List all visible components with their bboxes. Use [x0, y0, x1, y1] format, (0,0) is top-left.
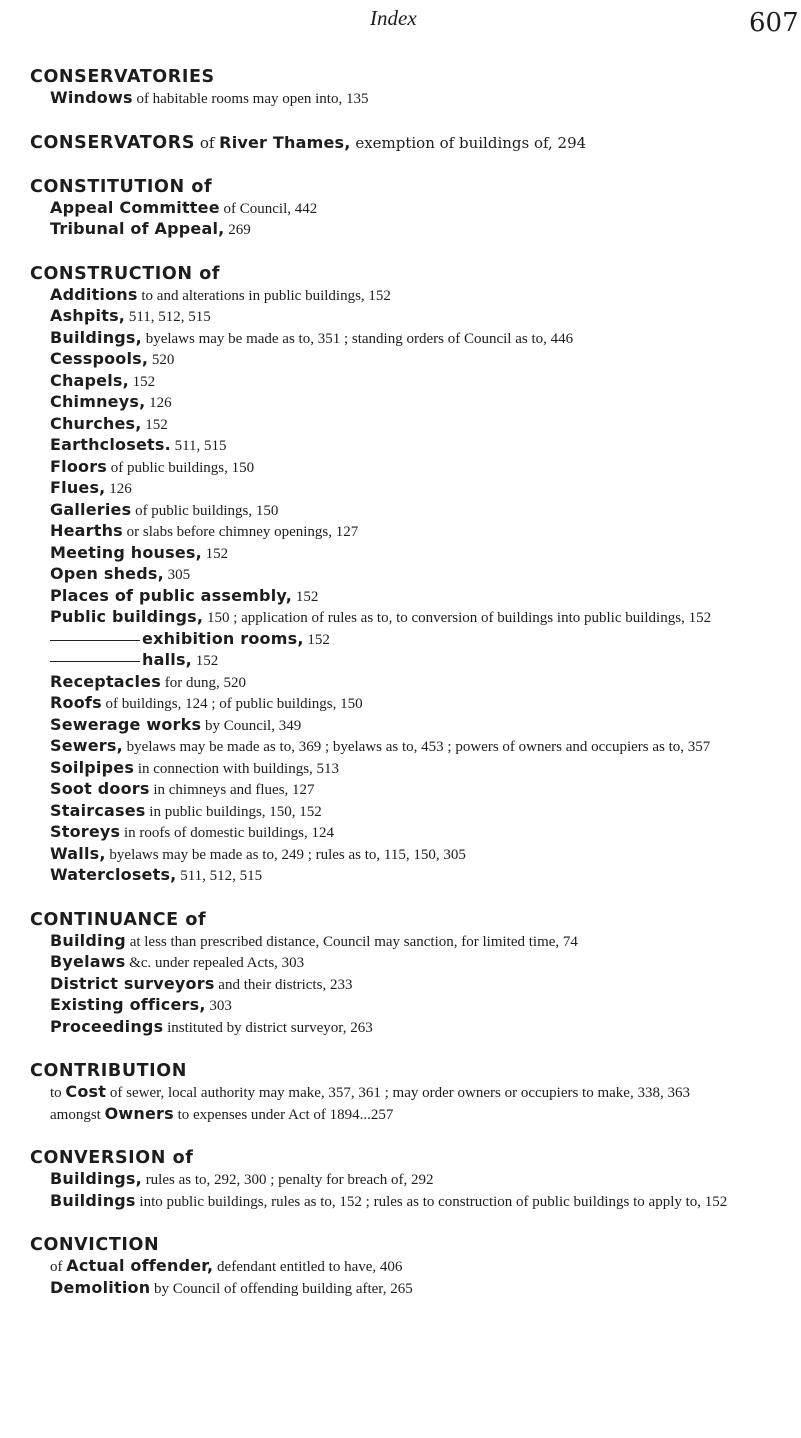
index-entry [30, 543, 780, 565]
index-entry [30, 328, 780, 350]
index-entry [30, 392, 780, 414]
ditto-dash [50, 661, 140, 662]
entry-text: instituted by district surveyor, 263 [163, 1019, 373, 1036]
section-heading [30, 1147, 780, 1169]
entry-text: byelaws may be made as to, 249 ; rules as to, 115, 150, 305 [105, 846, 466, 863]
index-entry [30, 478, 780, 500]
index-entry [30, 414, 780, 436]
index-section [30, 132, 780, 154]
heading-text: CONTINUANCE of [30, 909, 207, 930]
entry-text: 126 [145, 395, 172, 411]
index-entry [30, 952, 780, 974]
entry-term: Buildings, [50, 1169, 142, 1188]
index-section [30, 176, 780, 241]
entry-text: 520 [148, 352, 175, 368]
entry-term: halls, [142, 650, 192, 669]
entry-text: by Council of offending building after, 265 [150, 1280, 413, 1297]
index-entry [30, 607, 780, 629]
entry-text: in public buildings, 150, 152 [145, 803, 322, 820]
index-entry [30, 995, 780, 1017]
index-entry [30, 715, 780, 737]
heading-text: CONSTITUTION of [30, 176, 213, 197]
index-entry [30, 1191, 780, 1213]
index-section [30, 1060, 780, 1125]
index-section [30, 909, 780, 1039]
index-entry [30, 736, 780, 758]
entry-text: 511, 512, 515 [176, 868, 263, 884]
index-entry [30, 650, 780, 672]
entry-text: by Council, 349 [201, 717, 302, 734]
entry-term: Churches, [50, 413, 142, 433]
index-entry [30, 931, 780, 953]
heading-term: River Thames, [219, 132, 351, 152]
entry-term: Public buildings, [50, 607, 204, 626]
entry-text: 305 [163, 567, 191, 583]
section-heading [30, 263, 780, 285]
entry-text: into public buildings, rules as to, 152 ; rules as to construction of public buildings to apply to, 152 [135, 1193, 728, 1210]
entry-term: Soilpipes [50, 757, 135, 777]
entry-term: Appeal Committee [50, 197, 220, 217]
entry-text: of Council, 442 [219, 200, 318, 217]
entry-term: Soot doors [50, 779, 150, 798]
entry-term: Chapels, [50, 370, 129, 390]
index-entry [30, 371, 780, 393]
index-content [30, 66, 780, 1321]
index-entry [30, 801, 780, 823]
index-entry [30, 865, 780, 887]
entry-text: 152 [201, 545, 229, 562]
entry-text: or slabs before chimney openings, 127 [122, 524, 359, 540]
entry-text: in connection with buildings, 513 [134, 760, 340, 777]
entry-text: 152 [128, 373, 156, 390]
entry-text: at less than prescribed distance, Council may sanction, for limited time, 74 [125, 933, 578, 950]
entry-term: Receptacles [50, 671, 161, 691]
entry-term: Roofs [50, 693, 102, 712]
entry-term: Buildings [50, 1190, 136, 1210]
entry-term: Byelaws [50, 952, 126, 971]
entry-term: Waterclosets, [50, 865, 177, 884]
entry-text: 511, 512, 515 [125, 309, 211, 325]
heading-text: CONTRIBUTION [30, 1061, 188, 1081]
entry-term: Tribunal of Appeal, [50, 219, 225, 238]
index-entry [30, 564, 780, 586]
entry-text: rules as to, 292, 300 ; penalty for breach of, 292 [141, 1172, 434, 1188]
entry-term: Sewers, [50, 736, 123, 755]
entry-term: Actual offender, [66, 1256, 214, 1275]
index-entry [30, 1017, 780, 1039]
entry-term: Storeys [50, 822, 121, 841]
index-entry [30, 88, 780, 110]
entry-text: in chimneys and flues, 127 [149, 782, 315, 798]
index-entry [30, 219, 780, 241]
heading-text: CONSERVATORIES [30, 67, 215, 87]
heading-text: CONVERSION of [30, 1148, 194, 1168]
index-entry [30, 349, 780, 371]
entry-term: Existing officers, [50, 995, 206, 1014]
section-heading [30, 132, 780, 154]
entry-term: Open sheds, [50, 564, 164, 583]
heading-text: CONVICTION [30, 1235, 160, 1255]
entry-text: and their districts, 233 [214, 976, 353, 993]
index-entry [30, 457, 780, 479]
entry-term: Walls, [50, 843, 106, 863]
entry-term: Flues, [50, 478, 106, 497]
index-section [30, 66, 780, 110]
entry-text: 269 [224, 222, 251, 238]
heading-text: CONSERVATORS [30, 132, 196, 153]
entry-text: defendant entitled to have, 406 [213, 1259, 403, 1275]
entry-text: byelaws may be made as to, 351 ; standing orders of Council as to, 446 [141, 330, 574, 347]
index-entry [30, 672, 780, 694]
heading-rest: of [195, 133, 220, 152]
entry-term: exhibition rooms, [142, 628, 304, 648]
index-section [30, 1234, 780, 1299]
entry-term: Owners [104, 1103, 174, 1123]
entry-term: Places of public assembly, [50, 585, 293, 605]
index-section [30, 1147, 780, 1212]
section-heading [30, 1234, 780, 1256]
entry-term: Hearths [50, 521, 123, 540]
index-entry [30, 693, 780, 715]
entry-prefix: amongst [50, 1106, 105, 1123]
entry-term: Floors [50, 456, 108, 476]
index-entry [30, 521, 780, 543]
entry-text: 152 [292, 588, 319, 605]
entry-term: Staircases [50, 800, 146, 820]
index-entry [30, 758, 780, 780]
entry-term: Ashpits, [50, 306, 126, 325]
entry-text: &c. under repealed Acts, 303 [125, 955, 305, 971]
index-entry [30, 500, 780, 522]
index-entry [30, 1278, 780, 1300]
index-section [30, 263, 780, 887]
entry-term: Earthclosets. [50, 435, 171, 454]
ditto-dash [50, 640, 140, 641]
index-entry [30, 822, 780, 844]
entry-term: Sewerage works [50, 714, 202, 734]
entry-text: 303 [205, 998, 232, 1014]
index-entry [30, 1256, 780, 1278]
entry-text: byelaws may be made as to, 369 ; byelaws as to, 453 ; powers of owners and occupiers as to, 357 [122, 739, 711, 755]
entry-term: Proceedings [50, 1016, 164, 1036]
index-entry [30, 435, 780, 457]
entry-term: Galleries [50, 499, 132, 519]
entry-text: in roofs of domestic buildings, 124 [120, 825, 335, 841]
entry-term: Demolition [50, 1277, 151, 1297]
index-entry [30, 1104, 780, 1126]
entry-text: of public buildings, 150 [131, 502, 279, 519]
section-heading [30, 66, 780, 88]
page-number: 607 [749, 8, 799, 38]
index-entry [30, 1082, 780, 1104]
heading-tail: exemption of buildings of, 294 [350, 133, 587, 152]
index-entry [30, 586, 780, 608]
entry-term: Cesspools, [50, 349, 149, 368]
entry-term: Building [50, 930, 126, 950]
entry-prefix: to [50, 1085, 66, 1101]
section-heading [30, 176, 780, 198]
entry-text: of public buildings, 150 [107, 459, 255, 476]
section-heading [30, 1060, 780, 1082]
entry-text: 152 [191, 653, 219, 669]
entry-text: 152 [303, 631, 330, 648]
section-heading [30, 909, 780, 931]
heading-text: CONSTRUCTION of [30, 263, 221, 284]
entry-term: Chimneys, [50, 392, 146, 411]
entry-term: Additions [50, 284, 138, 304]
entry-text: of buildings, 124 ; of public buildings, 150 [101, 696, 363, 712]
index-entry [30, 1169, 780, 1191]
running-head: Index [370, 6, 417, 30]
index-entry [30, 306, 780, 328]
entry-text: of habitable rooms may open into, 135 [132, 91, 369, 107]
entry-text: 150 ; application of rules as to, to conversion of buildings into public buildings, 152 [203, 610, 712, 626]
entry-text: to and alterations in public buildings, 152 [137, 287, 391, 304]
entry-term: District surveyors [50, 973, 215, 993]
index-entry [30, 974, 780, 996]
index-entry [30, 285, 780, 307]
entry-term: Meeting houses, [50, 542, 202, 562]
index-entry [30, 844, 780, 866]
entry-text: 126 [105, 481, 132, 497]
entry-term: Buildings, [50, 327, 142, 347]
entry-term: Windows [50, 88, 133, 107]
entry-text: to expenses under Act of 1894...257 [173, 1106, 394, 1123]
entry-prefix: of [50, 1259, 67, 1275]
index-entry [30, 198, 780, 220]
entry-text: 511, 515 [170, 438, 227, 454]
entry-term: Cost [65, 1082, 107, 1101]
entry-text: of sewer, local authority may make, 357, 361 ; may order owners or occupiers to make, 338, 363 [106, 1085, 690, 1101]
entry-text: 152 [141, 416, 168, 433]
index-entry [30, 629, 780, 651]
index-entry [30, 779, 780, 801]
entry-text: for dung, 520 [160, 674, 246, 691]
